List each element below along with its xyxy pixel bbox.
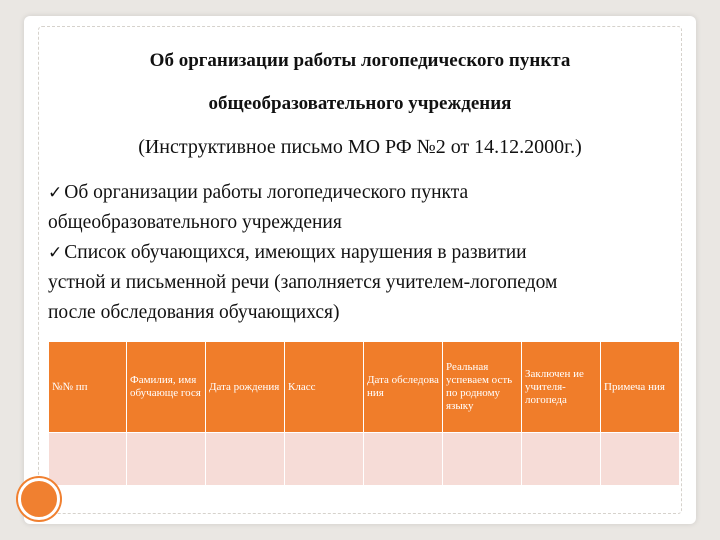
bullet-line-1 <box>48 178 688 208</box>
bullet-line-2 <box>48 208 688 238</box>
table-row <box>49 433 680 486</box>
students-table <box>48 341 680 486</box>
bullet-text: Об организации работы логопедического пункта <box>64 182 469 203</box>
checkmark-icon: ✓ <box>48 243 63 263</box>
title-line-1: Об организации работы логопедического пункта <box>149 50 571 71</box>
table-cell <box>364 433 443 486</box>
bullet-line-4 <box>48 268 688 298</box>
checkmark-icon: ✓ <box>48 183 63 203</box>
header-cell-notes: Примеча ния <box>601 342 680 433</box>
table-cell <box>601 433 680 486</box>
header-cell-birthdate: Дата рождения <box>206 342 285 433</box>
table-cell <box>49 433 127 486</box>
table-cell <box>522 433 601 486</box>
table-cell <box>443 433 522 486</box>
bullet-text: общеобразовательного учреждения <box>48 212 342 233</box>
bullet-text: после обследования обучающихся) <box>48 302 340 323</box>
bullet-text: Список обучающихся, имеющих нарушения в развитии <box>64 242 527 263</box>
header-cell-class: Класс <box>285 342 364 433</box>
table-cell <box>206 433 285 486</box>
header-cell-name: Фамилия, имя обучающе гося <box>127 342 206 433</box>
header-cell-number: №№ пп <box>49 342 127 433</box>
bullet-text: устной и письменной речи (заполняется учителем-логопедом <box>48 272 558 293</box>
subtitle: (Инструктивное письмо МО РФ №2 от 14.12.2000г.) <box>138 136 582 158</box>
title-line-2: общеобразовательного учреждения <box>208 93 512 114</box>
header-cell-performance: Реальная успеваем ость по родному языку <box>443 342 522 433</box>
table-cell <box>285 433 364 486</box>
header-cell-exam-date: Дата обследова ния <box>364 342 443 433</box>
header-cell-conclusion: Заключен ие учителя-логопеда <box>522 342 601 433</box>
bullet-line-3 <box>48 238 688 268</box>
decorative-circle <box>18 478 60 520</box>
bullet-line-5 <box>48 298 688 328</box>
bullet-list <box>48 178 688 328</box>
table-header-row <box>49 342 680 433</box>
table-cell <box>127 433 206 486</box>
